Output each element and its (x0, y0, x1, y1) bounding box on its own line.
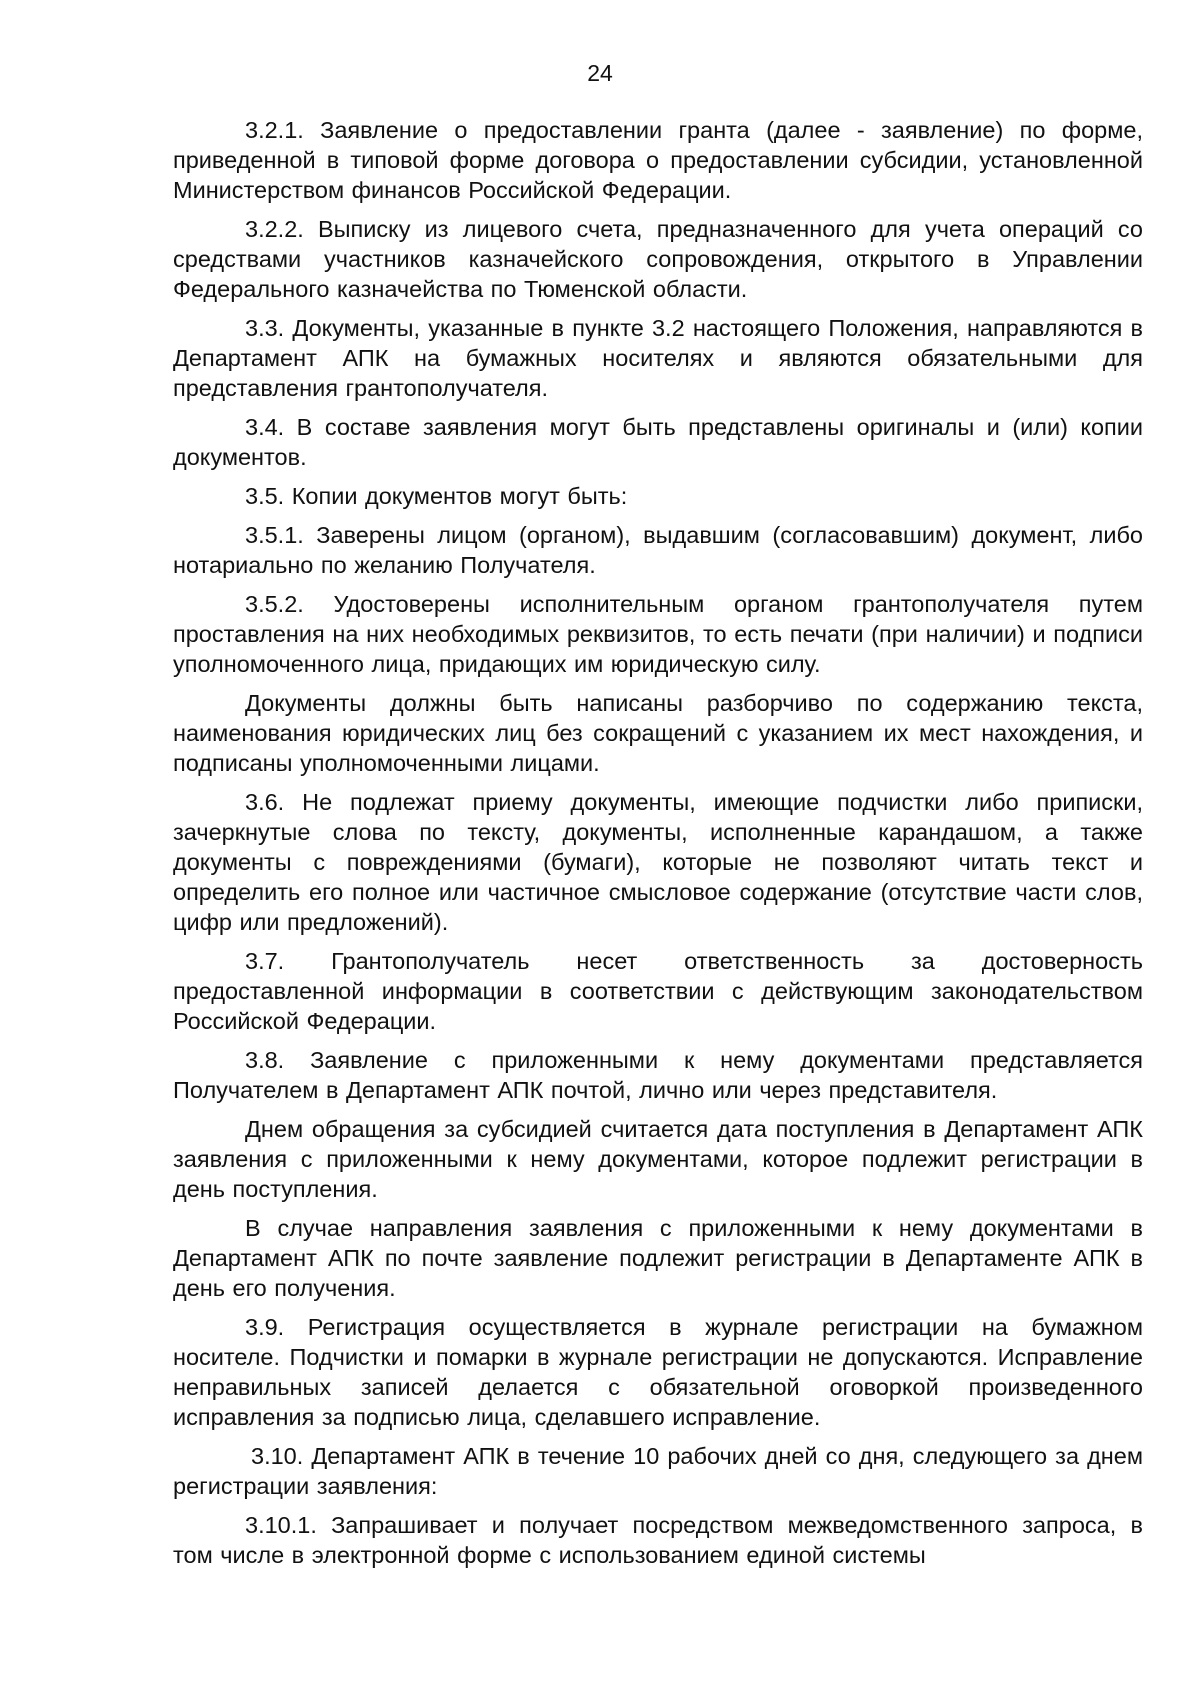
document-body (173, 115, 1143, 1579)
paragraph-3-5-2: 3.5.2. Удостоверены исполнительным органом грантополучателя путем проставления на них необходимых реквизитов, то есть печати (при наличии) и подписи уполномоченного лица, придающих им юридическую силу. (173, 591, 1143, 677)
paragraph-3-7: 3.7. Грантополучатель несет ответственность за достоверность предоставленной информации в соответствии с действующим законодательством Российской Федерации. (173, 948, 1143, 1034)
paragraph-3-5: 3.5. Копии документов могут быть: (245, 483, 628, 509)
paragraph-3-10-1: 3.10.1. Запрашивает и получает посредством межведомственного запроса, в том числе в электронной форме с использованием единой системы (173, 1512, 1143, 1568)
paragraph-3-6: 3.6. Не подлежат приему документы, имеющие подчистки либо приписки, зачеркнутые слова по тексту, документы, исполненные карандашом, а также документы с повреждениями (бумаги), которые не позволяют читать текст и определить его полное или частичное смысловое содержание (отсутствие части слов, цифр или предложений). (173, 789, 1143, 935)
page-number: 24 (587, 60, 613, 86)
paragraph-documents-requirements: Документы должны быть написаны разборчиво по содержанию текста, наименования юридических лиц без сокращений с указанием их мест нахождения, и подписаны уполномоченными лицами. (173, 690, 1143, 776)
paragraph-3-3: 3.3. Документы, указанные в пункте 3.2 настоящего Положения, направляются в Департамент АПК на бумажных носителях и являются обязательными для представления грантополучателя. (173, 315, 1143, 401)
paragraph-3-2-2: 3.2.2. Выписку из лицевого счета, предназначенного для учета операций со средствами участников казначейского сопровождения, открытого в Управлении Федерального казначейства по Тюменской области. (173, 216, 1143, 302)
paragraph-3-9: 3.9. Регистрация осуществляется в журнале регистрации на бумажном носителе. Подчистки и помарки в журнале регистрации не допускаются. Исправление неправильных записей делается с обязательной оговоркой произведенного исправления за подписью лица, сделавшего исправление. (173, 1314, 1143, 1430)
paragraph-3-4: 3.4. В составе заявления могут быть представлены оригиналы и (или) копии документов. (173, 414, 1143, 470)
paragraph-application-date: Днем обращения за субсидией считается дата поступления в Департамент АПК заявления с приложенными к нему документами, которое подлежит регистрации в день поступления. (173, 1116, 1143, 1202)
paragraph-3-5-1: 3.5.1. Заверены лицом (органом), выдавшим (согласовавшим) документ, либо нотариально по желанию Получателя. (173, 522, 1143, 578)
paragraph-3-8: 3.8. Заявление с приложенными к нему документами представляется Получателем в Департамент АПК почтой, лично или через представителя. (173, 1047, 1143, 1103)
paragraph-3-2-1: 3.2.1. Заявление о предоставлении гранта (далее - заявление) по форме, приведенной в типовой форме договора о предоставлении субсидии, установленной Министерством финансов Российской Федерации. (173, 117, 1143, 203)
paragraph-postal-registration: В случае направления заявления с приложенными к нему документами в Департамент АПК по почте заявление подлежит регистрации в Департаменте АПК в день его получения. (173, 1215, 1143, 1301)
paragraph-3-10: 3.10. Департамент АПК в течение 10 рабочих дней со дня, следующего за днем регистрации заявления: (173, 1443, 1143, 1499)
